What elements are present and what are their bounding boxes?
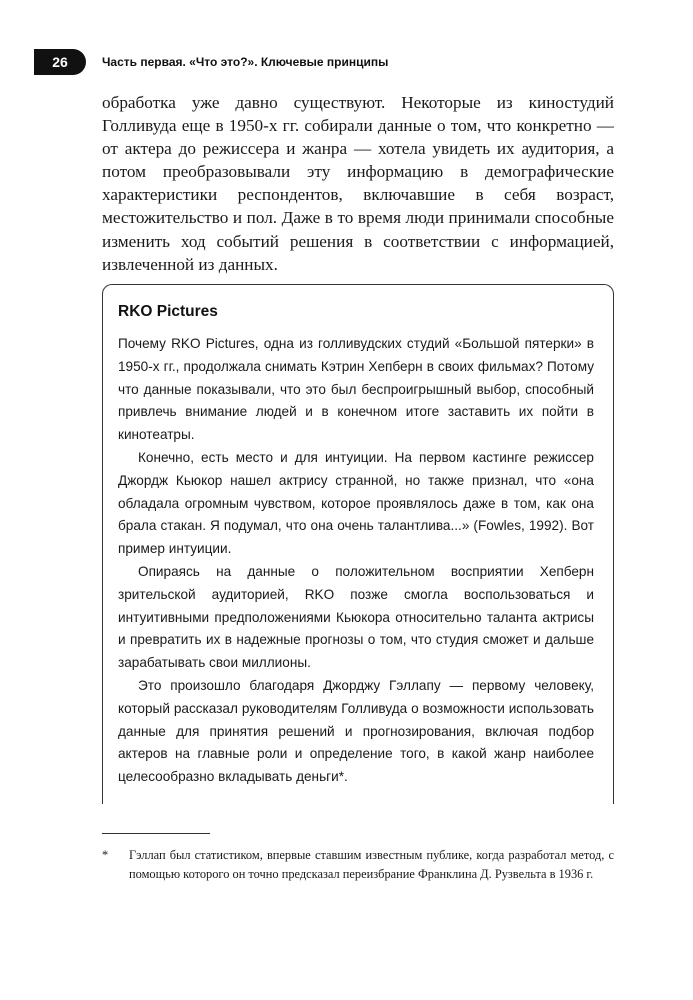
footnote-marker: * [102, 848, 109, 862]
footnote-text: Гэллап был статистиком, впервые ставшим известным публике, когда разработал метод, с помощью которого он точно предсказал переизбрание Франклина Д. Рузвельта в 1936 г. [129, 848, 614, 881]
sidebar-paragraph: Это произошло благодаря Джорджу Гэллапу — первому человеку, который рассказал руководителям Голливуда о возможности использовать данные для принятия решений и прогнозирования, включая подбор актеров на главные роли и определение того, в какой жанр наиболее целесообразно вкладывать деньги*. [118, 677, 594, 785]
running-head: Часть первая. «Что это?». Ключевые принципы [102, 55, 389, 69]
page-header [34, 49, 388, 75]
sidebar-title: RKO Pictures [118, 303, 218, 320]
sidebar-paragraph: Почему RKO Pictures, одна из голливудских студий «Большой пятерки» в 1950-х гг., продолжала снимать Кэтрин Хепберн в своих фильмах? Потому что данные показывали, что это был беспроигрышный выбор, способный привлечь внимание людей и в конечном итоге заставить их пойти в кинотеатры. [118, 336, 594, 443]
sidebar-paragraph: Конечно, есть место и для интуиции. На первом кастинге режиссер Джордж Кьюкор нашел актрису странной, но также признал, что «она обладала огромным чувством, которое проявлялось даже в том, как она брала стакан. Я подумал, что она очень талантлива...» (Fowles, 1992). Вот пример интуиции. [118, 449, 594, 557]
footnote-rule [102, 833, 210, 834]
sidebar-paragraph: Опираясь на данные о положительном восприятии Хепберн зрительской аудиторией, RKO позже смогла воспользоваться и интуитивными предположениями Кьюкора относительно таланта актрисы и превратить их в надежные прогнозы о том, что студия сможет и дальше зарабатывать свои миллионы. [118, 563, 594, 671]
page-number-badge: 26 [34, 49, 86, 75]
sidebar-body [118, 333, 594, 789]
footnote [102, 846, 614, 884]
main-body-paragraph: обработка уже давно существуют. Некоторые из киностудий Голливуда еще в 1950-х гг. собирали данные о том, что конкретно — от актера до режиссера и жанра — хотела увидеть их аудитория, а потом преобразовывали эту информацию в демографические характеристики респондентов, включавшие в себя возраст, местожительство и пол. Даже в то время люди принимали способные изменить ход событий решения в соответствии с информацией, извлеченной из данных. [102, 93, 614, 274]
sidebar-box-rko-pictures [102, 284, 614, 804]
